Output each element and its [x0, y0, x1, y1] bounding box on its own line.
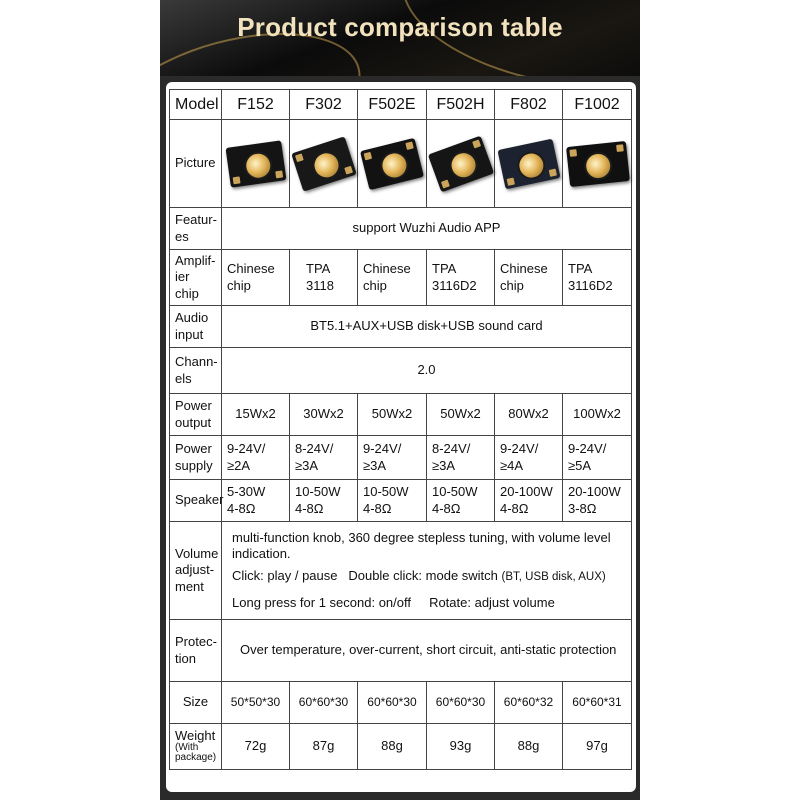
volume-rotate-text: Rotate: adjust volume — [429, 594, 555, 610]
page-title: Product comparison table — [237, 12, 563, 42]
protection-value: Over temperature, over-current, short circuit, anti-static protection — [222, 620, 632, 682]
weight-value: 97g — [563, 724, 632, 770]
product-picture-cell — [290, 120, 358, 208]
amplifier-board-image — [225, 140, 286, 187]
size-value: 60*60*30 — [290, 682, 358, 724]
model-name: F502E — [358, 90, 427, 120]
model-name: F152 — [222, 90, 290, 120]
volume-click-text: Click: play / pause — [232, 568, 338, 584]
row-label-picture: Picture — [170, 120, 222, 208]
weight-note: (With package) — [175, 741, 217, 764]
row-label-size: Size — [170, 682, 222, 724]
protection-row — [170, 620, 632, 682]
speaker-value: 20-100W 3-8Ω — [563, 480, 632, 522]
amplifier-board-image — [497, 138, 560, 189]
weight-value: 93g — [427, 724, 495, 770]
row-label-amplifier-chip: Amplif- ier chip — [170, 250, 222, 306]
amplifier-board-image — [427, 135, 493, 192]
power-output-value: 50Wx2 — [427, 394, 495, 436]
channels-value: 2.0 — [222, 348, 632, 394]
weight-label: Weight — [175, 728, 216, 744]
row-label-protection: Protec- tion — [170, 620, 222, 682]
row-label-model: Model — [170, 90, 222, 120]
chip-value: Chinese chip — [222, 250, 290, 306]
product-picture-cell — [495, 120, 563, 208]
features-value: support Wuzhi Audio APP — [222, 208, 632, 250]
volume-adjustment-row — [170, 522, 632, 620]
speaker-value: 10-50W 4-8Ω — [358, 480, 427, 522]
speaker-value: 10-50W 4-8Ω — [427, 480, 495, 522]
weight-value: 72g — [222, 724, 290, 770]
product-picture-cell — [222, 120, 290, 208]
model-name: F1002 — [563, 90, 632, 120]
row-label-features: Featur- es — [170, 208, 222, 250]
size-value: 60*60*32 — [495, 682, 563, 724]
row-label-weight — [170, 724, 222, 770]
power-output-value: 30Wx2 — [290, 394, 358, 436]
size-value: 50*50*30 — [222, 682, 290, 724]
weight-value: 88g — [495, 724, 563, 770]
product-picture-cell — [358, 120, 427, 208]
power-supply-value: 8-24V/ ≥3A — [427, 436, 495, 480]
weight-value: 88g — [358, 724, 427, 770]
speaker-value: 20-100W 4-8Ω — [495, 480, 563, 522]
channels-row — [170, 348, 632, 394]
audio-input-row — [170, 306, 632, 348]
row-label-audio-input: Audio input — [170, 306, 222, 348]
header-row — [170, 90, 632, 120]
amplifier-board-image — [566, 140, 630, 186]
row-label-channels: Chann- els — [170, 348, 222, 394]
power-supply-value: 9-24V/ ≥4A — [495, 436, 563, 480]
chip-value: TPA 3116D2 — [563, 250, 632, 306]
volume-double-click-text: Double click: mode switch — [348, 568, 498, 584]
weight-row — [170, 724, 632, 770]
power-supply-row — [170, 436, 632, 480]
amplifier-board-image — [291, 136, 357, 191]
picture-row — [170, 120, 632, 208]
model-name: F302 — [290, 90, 358, 120]
size-row — [170, 682, 632, 724]
power-supply-value: 9-24V/ ≥3A — [358, 436, 427, 480]
power-output-row — [170, 394, 632, 436]
volume-knob-description: multi-function knob, 360 degree stepless tuning, with volume level indication. — [232, 529, 611, 562]
chip-value: Chinese chip — [495, 250, 563, 306]
comparison-table — [169, 89, 632, 770]
size-value: 60*60*30 — [358, 682, 427, 724]
chip-value: TPA 3116D2 — [427, 250, 495, 306]
row-label-power-supply: Power supply — [170, 436, 222, 480]
model-name: F802 — [495, 90, 563, 120]
amplifier-board-image — [360, 137, 424, 189]
size-value: 60*60*30 — [427, 682, 495, 724]
power-output-value: 15Wx2 — [222, 394, 290, 436]
speaker-row — [170, 480, 632, 522]
speaker-value: 10-50W 4-8Ω — [290, 480, 358, 522]
volume-double-click-modes: (BT, USB disk, AUX) — [501, 571, 606, 584]
features-row — [170, 208, 632, 250]
power-output-value: 50Wx2 — [358, 394, 427, 436]
volume-long-press-text: Long press for 1 second: on/off — [232, 594, 411, 610]
power-supply-value: 9-24V/ ≥5A — [563, 436, 632, 480]
audio-input-value: BT5.1+AUX+USB disk+USB sound card — [222, 306, 632, 348]
product-picture-cell — [427, 120, 495, 208]
product-picture-cell — [563, 120, 632, 208]
row-label-volume-adjustment: Volume adjust- ment — [170, 522, 222, 620]
model-name: F502H — [427, 90, 495, 120]
power-supply-value: 9-24V/ ≥2A — [222, 436, 290, 480]
power-output-value: 80Wx2 — [495, 394, 563, 436]
volume-adjustment-value — [222, 522, 632, 620]
chip-value: Chinese chip — [358, 250, 427, 306]
weight-value: 87g — [290, 724, 358, 770]
size-value: 60*60*31 — [563, 682, 632, 724]
speaker-value: 5-30W 4-8Ω — [222, 480, 290, 522]
row-label-power-output: Power output — [170, 394, 222, 436]
power-supply-value: 8-24V/ ≥3A — [290, 436, 358, 480]
row-label-speaker: Speaker — [170, 480, 222, 522]
chip-value: TPA 3118 — [290, 250, 358, 306]
amplifier-chip-row — [170, 250, 632, 306]
power-output-value: 100Wx2 — [563, 394, 632, 436]
